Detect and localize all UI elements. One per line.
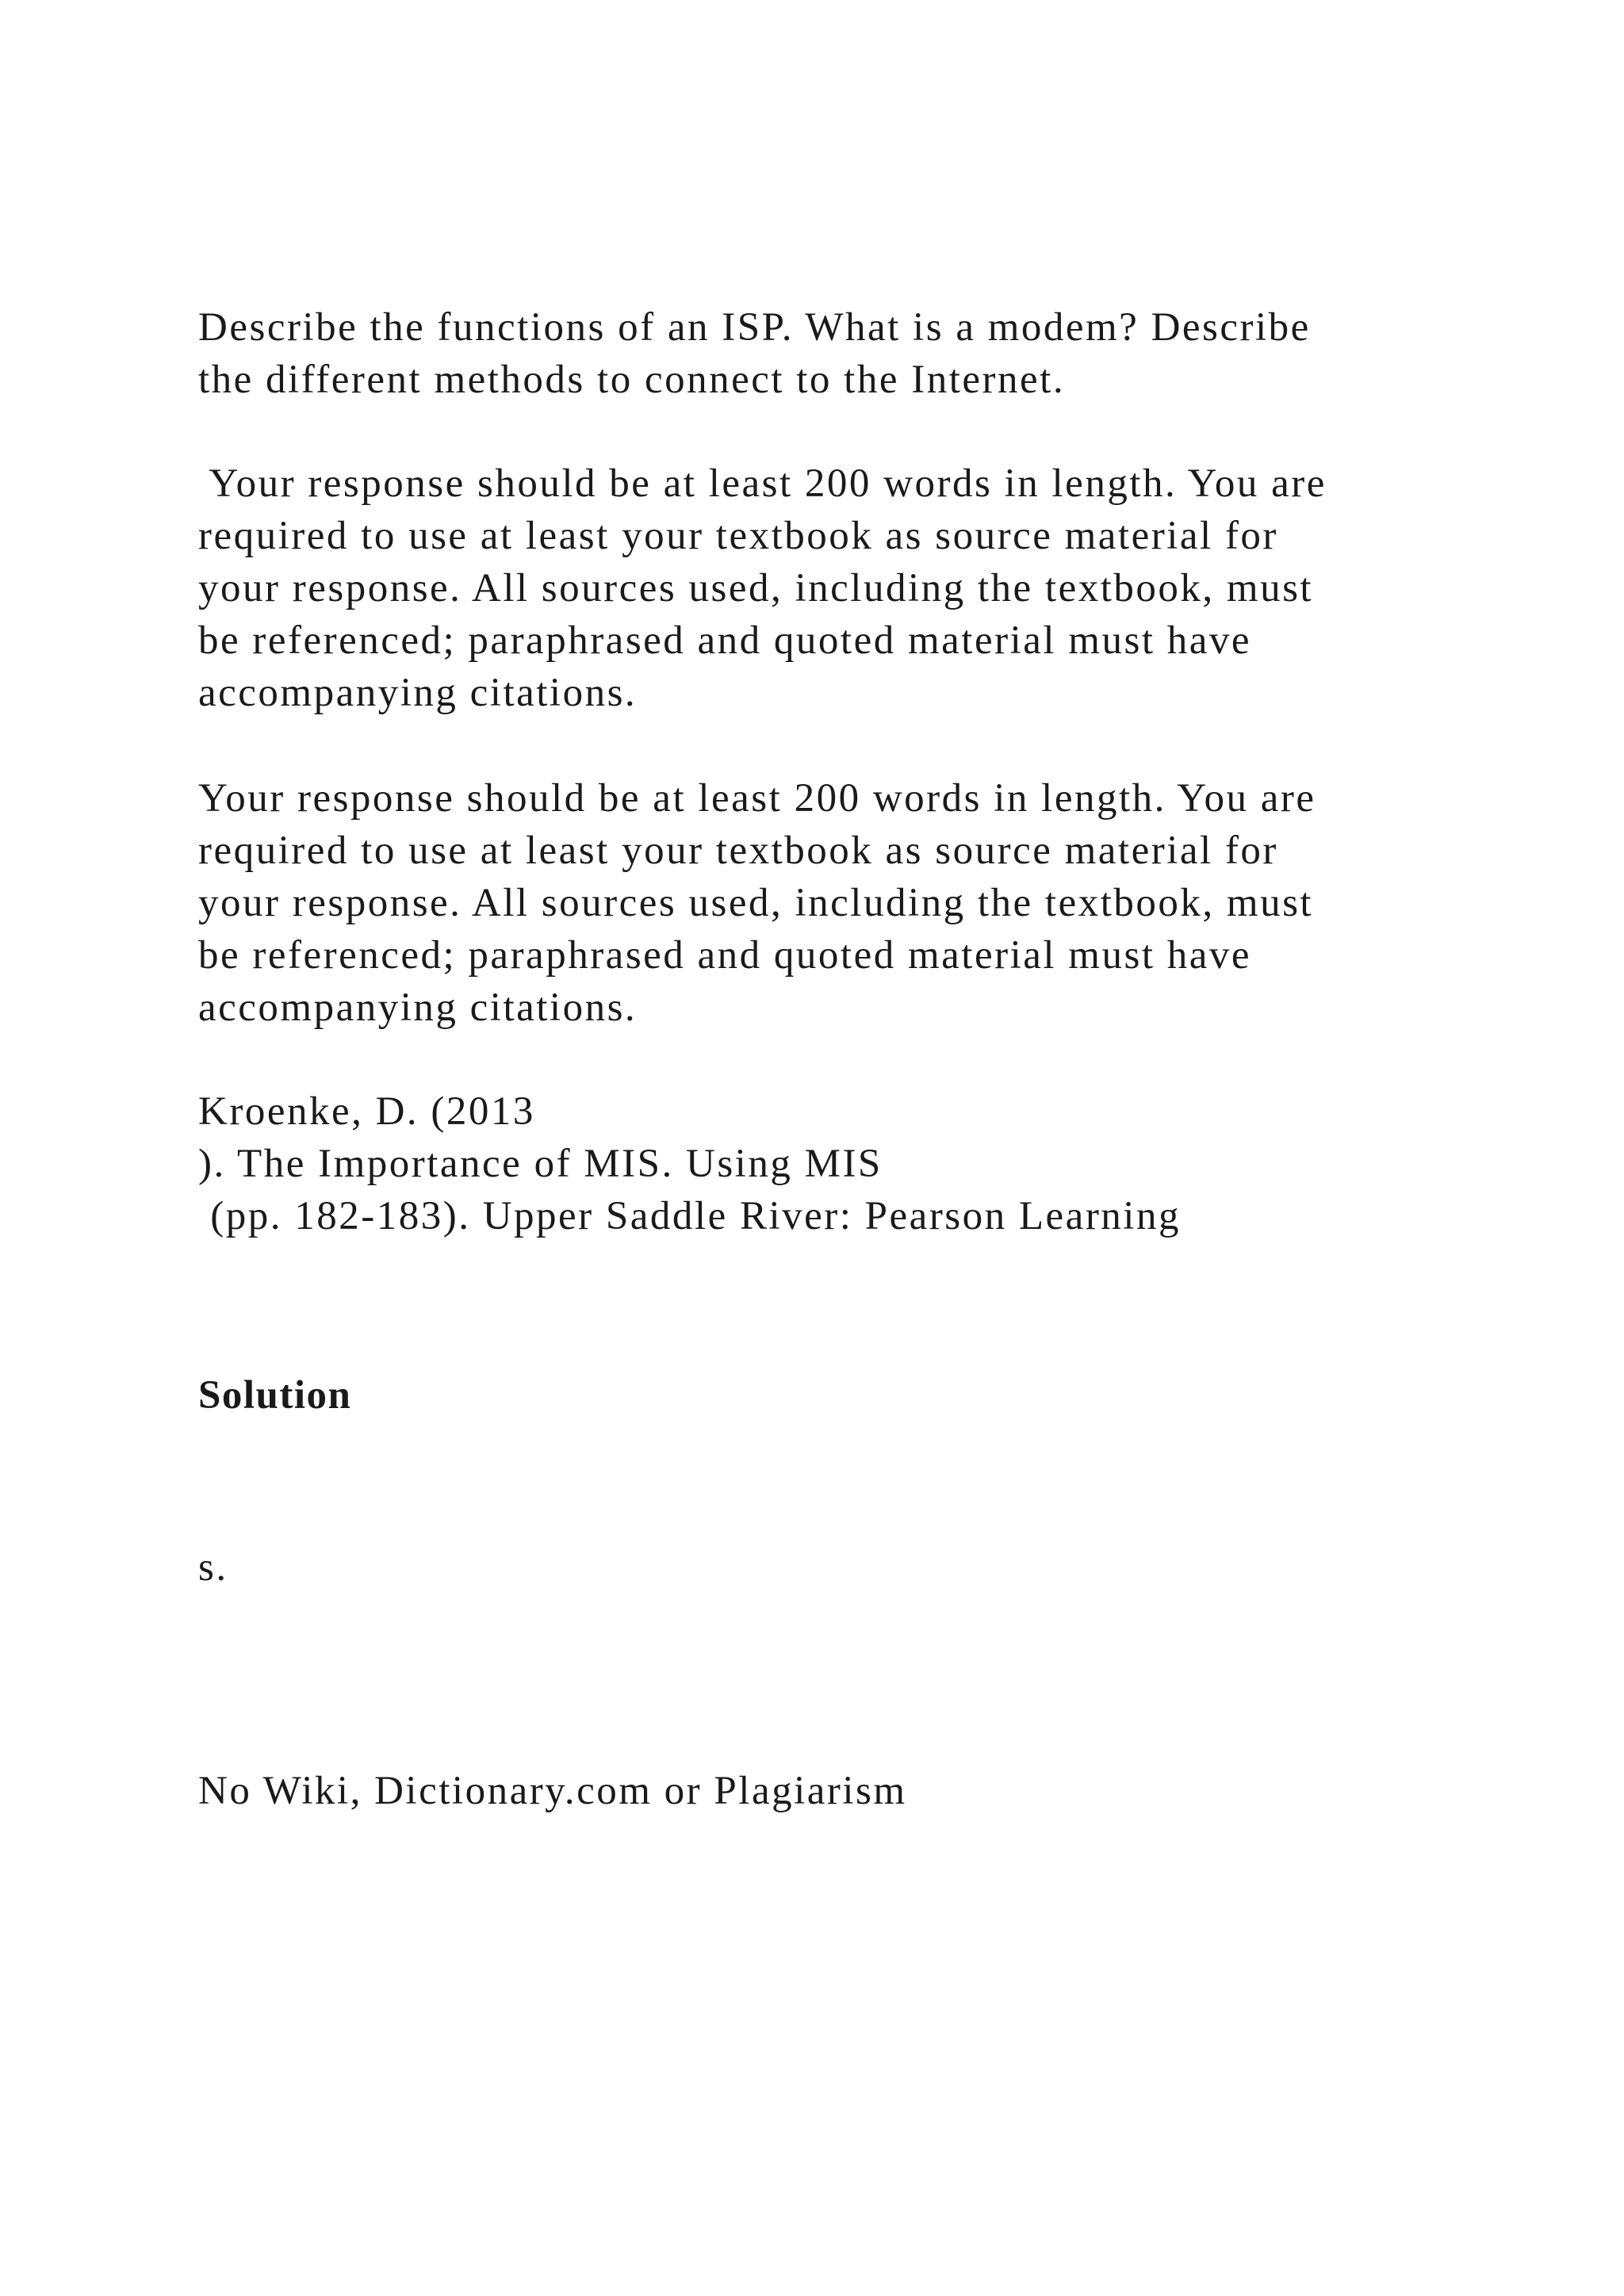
question-line: the different methods to connect to the Internet.: [198, 358, 1066, 402]
reference-line: (pp. 182-183). Upper Saddle River: Pearson Learning: [198, 1194, 1181, 1238]
reference-line: Kroenke, D. (2013: [198, 1089, 535, 1134]
requirement-line: required to use at least your textbook as source material for: [198, 828, 1278, 873]
question-paragraph: [198, 301, 1435, 406]
solution-footer-note: No Wiki, Dictionary.com or Plagiarism: [198, 1769, 907, 1813]
requirement-line: your response. All sources used, including the textbook, must: [198, 566, 1314, 610]
requirement-paragraph-repeat: [198, 772, 1435, 1034]
requirement-line: Your response should be at least 200 words in length. You are: [198, 776, 1316, 821]
solution-body: s.: [198, 1545, 228, 1590]
requirement-line: your response. All sources used, including the textbook, must: [198, 881, 1314, 925]
reference-line: ). The Importance of MIS. Using MIS: [198, 1142, 883, 1186]
reference-citation: [198, 1085, 1435, 1242]
requirement-line: Your response should be at least 200 words in length. You are: [198, 461, 1327, 506]
requirement-line: be referenced; paraphrased and quoted material must have: [198, 933, 1252, 978]
requirement-paragraph: [198, 457, 1435, 719]
question-line: Describe the functions of an ISP. What is a modem? Describe: [198, 305, 1311, 350]
requirement-line: accompanying citations.: [198, 671, 638, 715]
requirement-line: be referenced; paraphrased and quoted material must have: [198, 618, 1252, 663]
requirement-line: accompanying citations.: [198, 985, 638, 1030]
requirement-line: required to use at least your textbook as source material for: [198, 514, 1278, 558]
solution-heading: Solution: [198, 1373, 352, 1418]
